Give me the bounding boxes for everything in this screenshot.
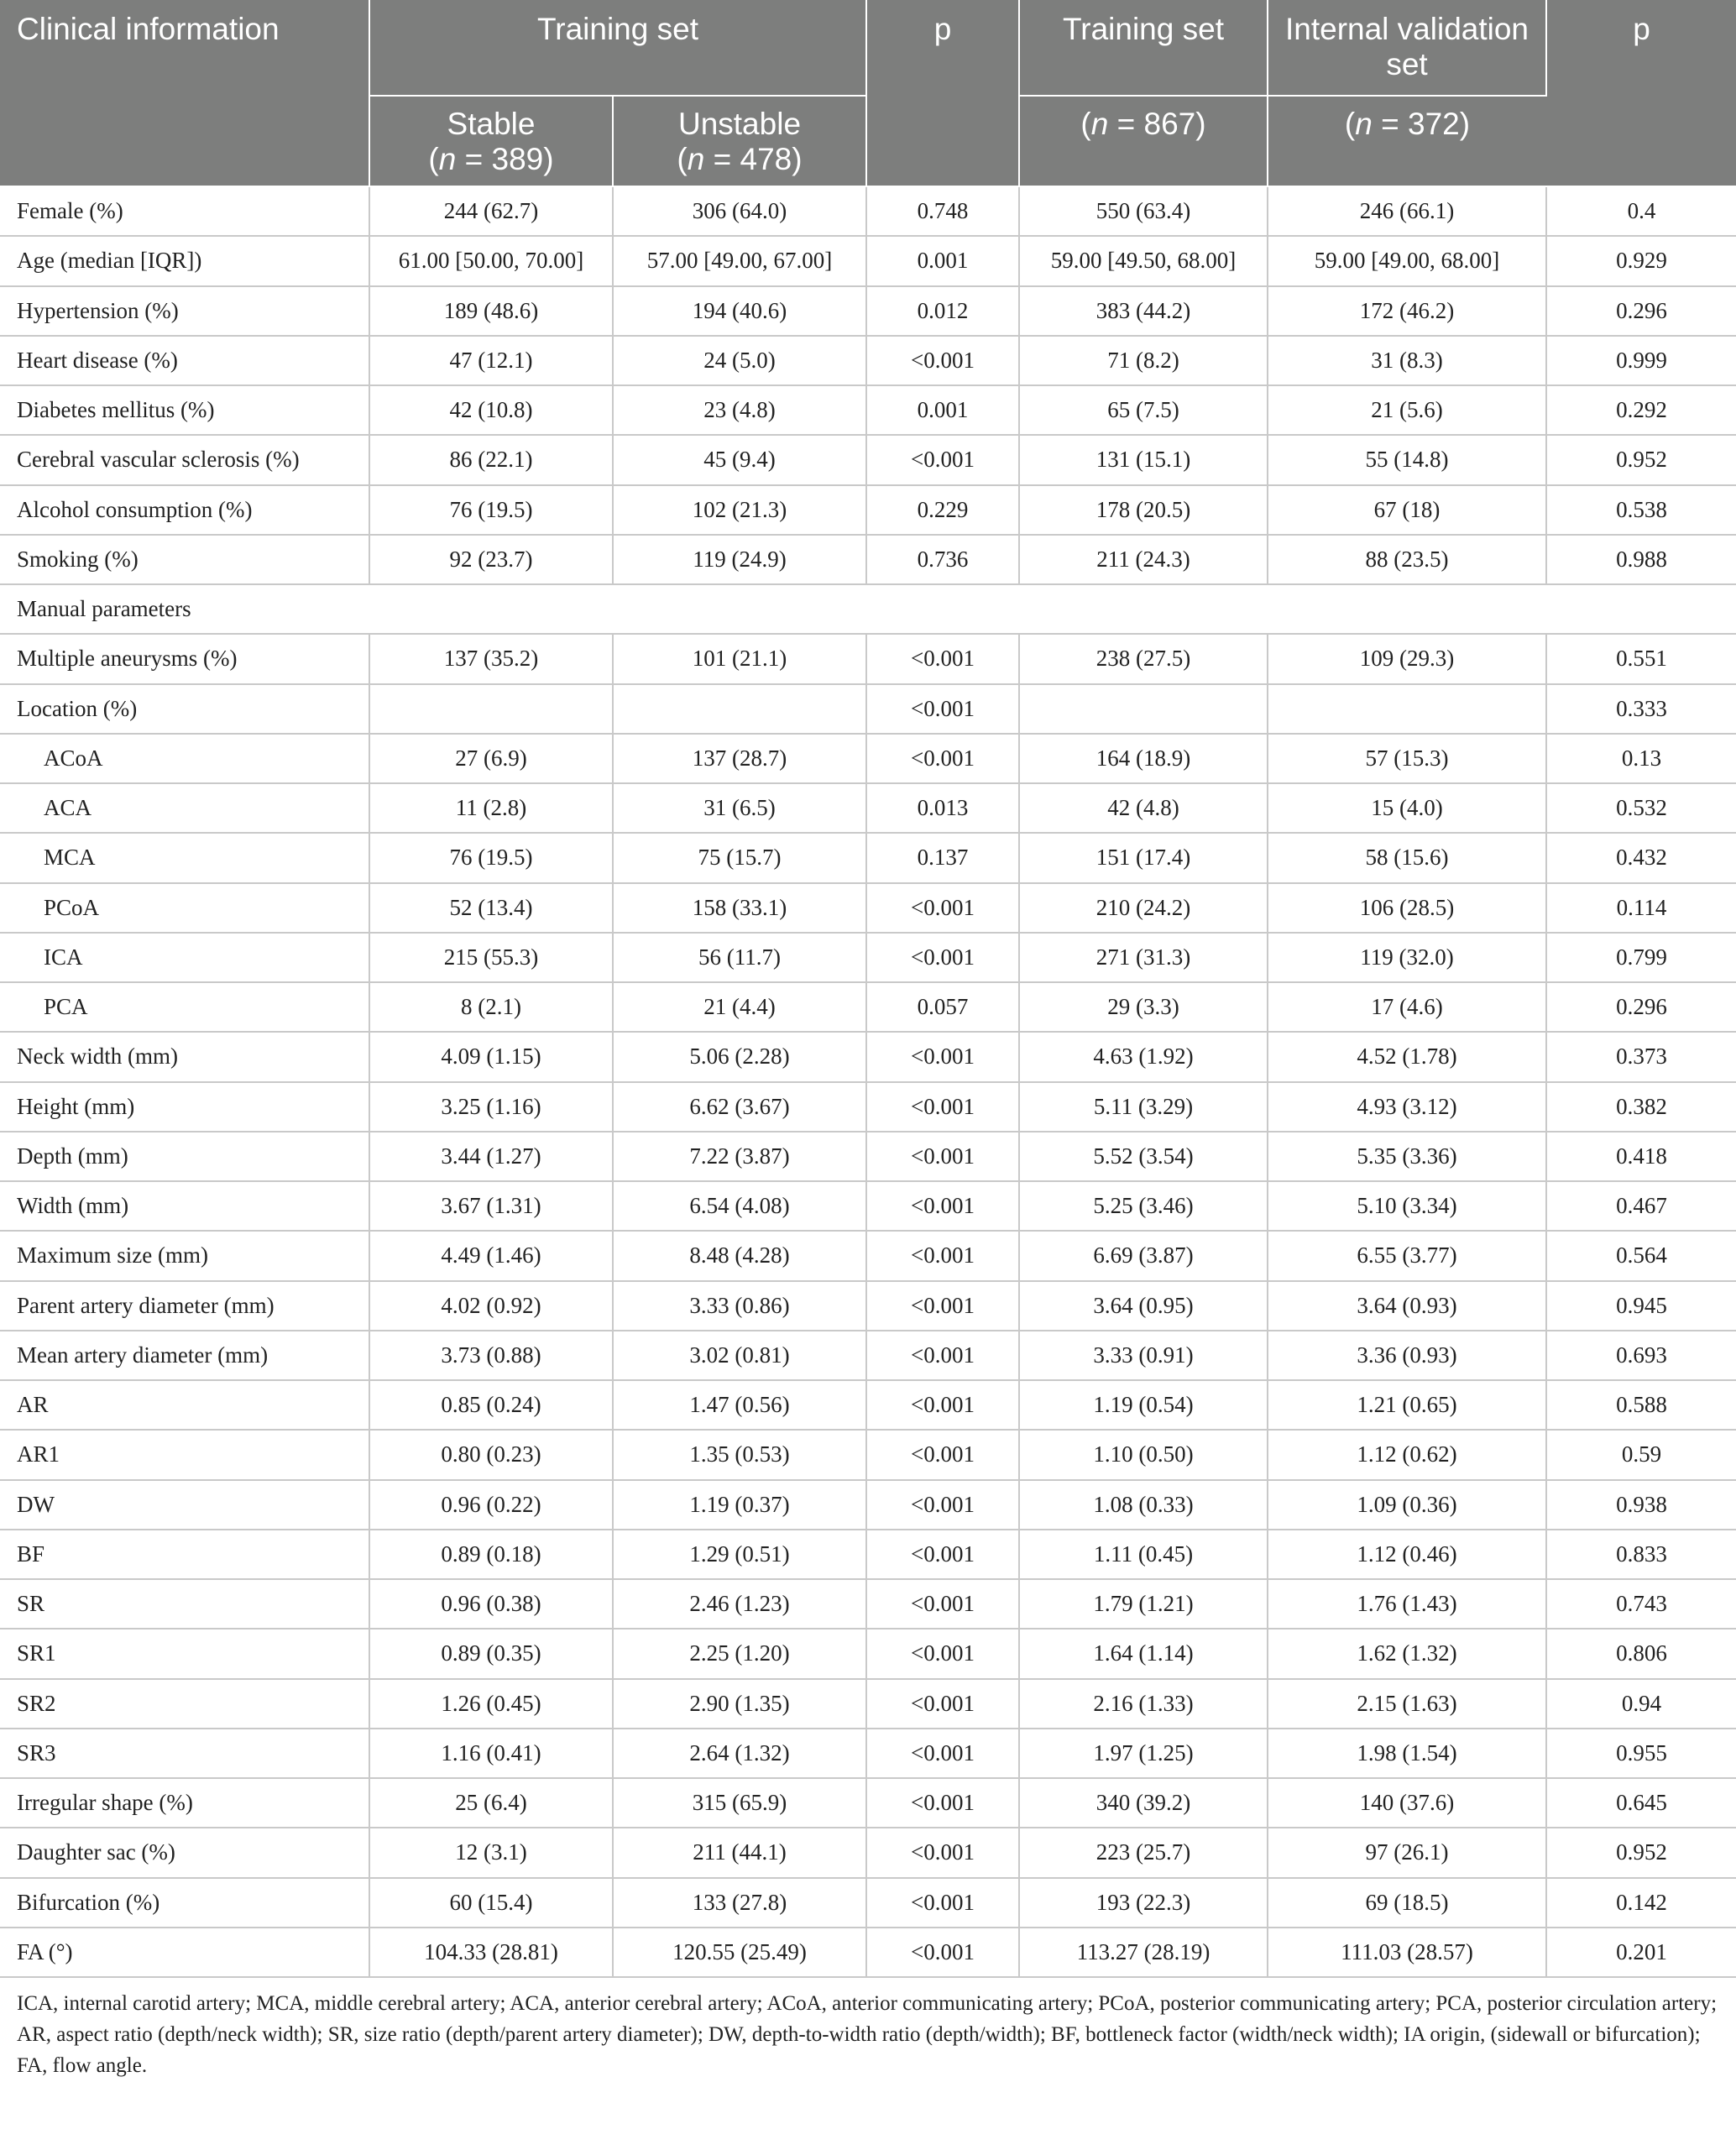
cell-p2: 0.743 [1546,1579,1736,1629]
cell-validation: 69 (18.5) [1268,1878,1546,1928]
cell-unstable: 119 (24.9) [613,535,866,584]
row-label: Neck width (mm) [0,1032,369,1081]
cell-validation: 1.21 (0.65) [1268,1380,1546,1430]
row-label: Location (%) [0,684,369,734]
cell-stable: 0.96 (0.38) [369,1579,613,1629]
cell-validation: 3.36 (0.93) [1268,1331,1546,1380]
cell-stable: 0.89 (0.35) [369,1629,613,1678]
cell-p2: 0.532 [1546,783,1736,833]
cell-p1: <0.001 [866,1181,1019,1231]
cell-unstable: 1.47 (0.56) [613,1380,866,1430]
cell-unstable: 5.06 (2.28) [613,1032,866,1081]
cell-stable: 0.85 (0.24) [369,1380,613,1430]
cell-training: 1.64 (1.14) [1019,1629,1268,1678]
cell-training: 383 (44.2) [1019,286,1268,336]
cell-p2: 0.645 [1546,1778,1736,1828]
row-label: Hypertension (%) [0,286,369,336]
cell-stable: 47 (12.1) [369,336,613,385]
cell-validation: 4.52 (1.78) [1268,1032,1546,1081]
cell-training: 550 (63.4) [1019,186,1268,236]
cell-stable: 1.26 (0.45) [369,1679,613,1729]
row-label: SR2 [0,1679,369,1729]
cell-training: 210 (24.2) [1019,883,1268,933]
cell-unstable: 1.19 (0.37) [613,1480,866,1530]
cell-training: 193 (22.3) [1019,1878,1268,1928]
cell-training: 164 (18.9) [1019,734,1268,783]
cell-stable: 52 (13.4) [369,883,613,933]
row-label: Smoking (%) [0,535,369,584]
cell-training: 211 (24.3) [1019,535,1268,584]
header-internal-validation-set: Internal validation set [1268,0,1546,96]
cell-validation: 21 (5.6) [1268,385,1546,435]
cell-p2: 0.94 [1546,1679,1736,1729]
cell-validation: 97 (26.1) [1268,1828,1546,1877]
cell-stable: 76 (19.5) [369,833,613,882]
cell-unstable [613,684,866,734]
header-training-n: (n = 867) [1019,96,1268,186]
cell-p1: <0.001 [866,435,1019,484]
cell-validation: 111.03 (28.57) [1268,1928,1546,1977]
header-training-set-group: Training set [369,0,866,96]
row-label: PCoA [0,883,369,933]
cell-p2: 0.382 [1546,1082,1736,1132]
cell-training: 5.11 (3.29) [1019,1082,1268,1132]
row-label: SR3 [0,1729,369,1778]
cell-validation: 119 (32.0) [1268,933,1546,982]
row-label: Bifurcation (%) [0,1878,369,1928]
cell-p2: 0.588 [1546,1380,1736,1430]
cell-validation: 5.35 (3.36) [1268,1132,1546,1181]
table-row [0,1530,1736,1579]
cell-unstable: 6.62 (3.67) [613,1082,866,1132]
header-unstable: Unstable (n = 478) [613,96,866,186]
cell-stable [369,684,613,734]
section-label: Manual parameters [0,584,1736,634]
cell-p1: <0.001 [866,1380,1019,1430]
cell-p2: 0.296 [1546,982,1736,1032]
cell-unstable: 56 (11.7) [613,933,866,982]
cell-validation: 1.98 (1.54) [1268,1729,1546,1778]
cell-p2: 0.564 [1546,1231,1736,1280]
cell-unstable: 2.46 (1.23) [613,1579,866,1629]
cell-validation: 31 (8.3) [1268,336,1546,385]
row-label: Multiple aneurysms (%) [0,634,369,683]
cell-p2: 0.833 [1546,1530,1736,1579]
table-row [0,1082,1736,1132]
cell-training [1019,684,1268,734]
cell-training: 131 (15.1) [1019,435,1268,484]
cell-stable: 8 (2.1) [369,982,613,1032]
table-row [0,1828,1736,1877]
cell-p1: <0.001 [866,1231,1019,1280]
row-label: DW [0,1480,369,1530]
cell-unstable: 306 (64.0) [613,186,866,236]
table-row [0,783,1736,833]
table-row [0,1281,1736,1331]
row-label: AR [0,1380,369,1430]
cell-p2: 0.929 [1546,236,1736,285]
cell-stable: 104.33 (28.81) [369,1928,613,1977]
table-row [0,933,1736,982]
table-row [0,336,1736,385]
table-row [0,883,1736,933]
cell-unstable: 2.25 (1.20) [613,1629,866,1678]
header-stable: Stable (n = 389) [369,96,613,186]
cell-stable: 86 (22.1) [369,435,613,484]
cell-training: 3.33 (0.91) [1019,1331,1268,1380]
header-p-value-2: p [1546,0,1736,186]
cell-validation: 1.76 (1.43) [1268,1579,1546,1629]
table-row [0,1231,1736,1280]
cell-p2: 0.538 [1546,485,1736,535]
cell-unstable: 194 (40.6) [613,286,866,336]
cell-p1: <0.001 [866,1082,1019,1132]
cell-training: 3.64 (0.95) [1019,1281,1268,1331]
cell-p2: 0.59 [1546,1430,1736,1479]
row-label: Height (mm) [0,1082,369,1132]
header-training-set: Training set [1019,0,1268,96]
cell-unstable: 2.90 (1.35) [613,1679,866,1729]
row-label: FA (°) [0,1928,369,1977]
cell-training: 238 (27.5) [1019,634,1268,683]
table-row [0,1579,1736,1629]
table-row [0,1729,1736,1778]
table-row [0,1480,1736,1530]
cell-validation: 1.09 (0.36) [1268,1480,1546,1530]
row-label: Maximum size (mm) [0,1231,369,1280]
cell-unstable: 1.35 (0.53) [613,1430,866,1479]
cell-p1: <0.001 [866,1132,1019,1181]
table-row [0,1679,1736,1729]
table-row [0,634,1736,683]
cell-stable: 4.49 (1.46) [369,1231,613,1280]
cell-p1: <0.001 [866,1629,1019,1678]
row-label: Parent artery diameter (mm) [0,1281,369,1331]
cell-p1: <0.001 [866,1679,1019,1729]
cell-p1: <0.001 [866,1579,1019,1629]
row-label: Daughter sac (%) [0,1828,369,1877]
cell-training: 1.97 (1.25) [1019,1729,1268,1778]
cell-stable: 0.96 (0.22) [369,1480,613,1530]
cell-p1: <0.001 [866,1430,1019,1479]
row-label: Age (median [IQR]) [0,236,369,285]
cell-p2: 0.693 [1546,1331,1736,1380]
row-label: Width (mm) [0,1181,369,1231]
table-body [0,186,1736,1977]
cell-validation [1268,684,1546,734]
table-row [0,1181,1736,1231]
table-row [0,1032,1736,1081]
cell-p1: <0.001 [866,883,1019,933]
cell-unstable: 6.54 (4.08) [613,1181,866,1231]
cell-training: 178 (20.5) [1019,485,1268,535]
cell-unstable: 21 (4.4) [613,982,866,1032]
cell-training: 223 (25.7) [1019,1828,1268,1877]
table-row [0,833,1736,882]
cell-p2: 0.296 [1546,286,1736,336]
table-row [0,1629,1736,1678]
cell-stable: 3.67 (1.31) [369,1181,613,1231]
cell-validation: 17 (4.6) [1268,982,1546,1032]
cell-validation: 3.64 (0.93) [1268,1281,1546,1331]
cell-p2: 0.201 [1546,1928,1736,1977]
cell-validation: 55 (14.8) [1268,435,1546,484]
cell-p1: <0.001 [866,1530,1019,1579]
cell-validation: 1.12 (0.62) [1268,1430,1546,1479]
cell-p2: 0.432 [1546,833,1736,882]
cell-validation: 1.12 (0.46) [1268,1530,1546,1579]
cell-p1: <0.001 [866,684,1019,734]
cell-p2: 0.114 [1546,883,1736,933]
cell-p2: 0.945 [1546,1281,1736,1331]
cell-validation: 57 (15.3) [1268,734,1546,783]
row-label: Mean artery diameter (mm) [0,1331,369,1380]
cell-validation: 59.00 [49.00, 68.00] [1268,236,1546,285]
cell-p1: 0.748 [866,186,1019,236]
row-label: Depth (mm) [0,1132,369,1181]
cell-p1: 0.229 [866,485,1019,535]
cell-validation: 109 (29.3) [1268,634,1546,683]
cell-p1: 0.057 [866,982,1019,1032]
cell-p2: 0.938 [1546,1480,1736,1530]
row-label: Alcohol consumption (%) [0,485,369,535]
row-label: ACA [0,783,369,833]
row-label: MCA [0,833,369,882]
table-row [0,1778,1736,1828]
cell-p1: 0.137 [866,833,1019,882]
cell-p2: 0.333 [1546,684,1736,734]
cell-validation: 4.93 (3.12) [1268,1082,1546,1132]
cell-stable: 3.25 (1.16) [369,1082,613,1132]
cell-p1: <0.001 [866,336,1019,385]
cell-training: 71 (8.2) [1019,336,1268,385]
cell-validation: 2.15 (1.63) [1268,1679,1546,1729]
table-row [0,535,1736,584]
cell-p1: <0.001 [866,1828,1019,1877]
cell-p1: <0.001 [866,634,1019,683]
cell-training: 65 (7.5) [1019,385,1268,435]
cell-p2: 0.4 [1546,186,1736,236]
cell-validation: 58 (15.6) [1268,833,1546,882]
cell-stable: 244 (62.7) [369,186,613,236]
table-row [0,1878,1736,1928]
header-validation-n: (n = 372) [1268,96,1546,186]
cell-training: 2.16 (1.33) [1019,1679,1268,1729]
cell-stable: 0.80 (0.23) [369,1430,613,1479]
row-label: ICA [0,933,369,982]
table-row [0,982,1736,1032]
row-label: ACoA [0,734,369,783]
table-row [0,684,1736,734]
row-label: BF [0,1530,369,1579]
cell-validation: 88 (23.5) [1268,535,1546,584]
cell-p1: <0.001 [866,1729,1019,1778]
cell-training: 151 (17.4) [1019,833,1268,882]
cell-stable: 3.73 (0.88) [369,1331,613,1380]
cell-p2: 0.551 [1546,634,1736,683]
cell-p2: 0.373 [1546,1032,1736,1081]
section-row [0,584,1736,634]
cell-unstable: 57.00 [49.00, 67.00] [613,236,866,285]
cell-stable: 11 (2.8) [369,783,613,833]
cell-p1: 0.013 [866,783,1019,833]
cell-p2: 0.799 [1546,933,1736,982]
cell-training: 113.27 (28.19) [1019,1928,1268,1977]
cell-validation: 106 (28.5) [1268,883,1546,933]
cell-p1: <0.001 [866,1480,1019,1530]
cell-unstable: 3.02 (0.81) [613,1331,866,1380]
table-row [0,1132,1736,1181]
cell-training: 1.11 (0.45) [1019,1530,1268,1579]
cell-p2: 0.467 [1546,1181,1736,1231]
cell-training: 1.10 (0.50) [1019,1430,1268,1479]
table-row [0,734,1736,783]
cell-stable: 92 (23.7) [369,535,613,584]
cell-unstable: 45 (9.4) [613,435,866,484]
table-row [0,286,1736,336]
cell-unstable: 3.33 (0.86) [613,1281,866,1331]
cell-p1: 0.012 [866,286,1019,336]
cell-unstable: 133 (27.8) [613,1878,866,1928]
cell-validation: 246 (66.1) [1268,186,1546,236]
cell-unstable: 75 (15.7) [613,833,866,882]
cell-unstable: 211 (44.1) [613,1828,866,1877]
table-row [0,236,1736,285]
row-label: Heart disease (%) [0,336,369,385]
table-row [0,1430,1736,1479]
cell-training: 271 (31.3) [1019,933,1268,982]
row-label: SR1 [0,1629,369,1678]
cell-stable: 42 (10.8) [369,385,613,435]
cell-p2: 0.988 [1546,535,1736,584]
cell-stable: 12 (3.1) [369,1828,613,1877]
header-p-value-1: p [866,0,1019,186]
cell-stable: 215 (55.3) [369,933,613,982]
row-label: Cerebral vascular sclerosis (%) [0,435,369,484]
cell-p2: 0.13 [1546,734,1736,783]
cell-p1: <0.001 [866,1281,1019,1331]
table-row [0,1928,1736,1977]
cell-validation: 15 (4.0) [1268,783,1546,833]
cell-p1: <0.001 [866,1032,1019,1081]
cell-stable: 27 (6.9) [369,734,613,783]
cell-stable: 76 (19.5) [369,485,613,535]
header-clinical-information: Clinical information [0,0,369,186]
table-row [0,385,1736,435]
cell-stable: 4.09 (1.15) [369,1032,613,1081]
cell-training: 1.08 (0.33) [1019,1480,1268,1530]
cell-stable: 61.00 [50.00, 70.00] [369,236,613,285]
cell-unstable: 7.22 (3.87) [613,1132,866,1181]
cell-p1: <0.001 [866,1878,1019,1928]
row-label: SR [0,1579,369,1629]
cell-stable: 137 (35.2) [369,634,613,683]
row-label: Diabetes mellitus (%) [0,385,369,435]
row-label: Female (%) [0,186,369,236]
cell-p1: <0.001 [866,734,1019,783]
cell-p1: <0.001 [866,1778,1019,1828]
cell-stable: 0.89 (0.18) [369,1530,613,1579]
cell-p1: 0.001 [866,385,1019,435]
cell-training: 6.69 (3.87) [1019,1231,1268,1280]
cell-p1: <0.001 [866,1928,1019,1977]
cell-stable: 189 (48.6) [369,286,613,336]
table-row [0,1331,1736,1380]
cell-p1: <0.001 [866,1331,1019,1380]
cell-unstable: 137 (28.7) [613,734,866,783]
cell-validation: 67 (18) [1268,485,1546,535]
cell-p2: 0.999 [1546,336,1736,385]
cell-unstable: 315 (65.9) [613,1778,866,1828]
cell-validation: 5.10 (3.34) [1268,1181,1546,1231]
cell-validation: 140 (37.6) [1268,1778,1546,1828]
cell-training: 340 (39.2) [1019,1778,1268,1828]
cell-unstable: 101 (21.1) [613,634,866,683]
cell-training: 29 (3.3) [1019,982,1268,1032]
cell-unstable: 23 (4.8) [613,385,866,435]
cell-p2: 0.955 [1546,1729,1736,1778]
cell-p2: 0.418 [1546,1132,1736,1181]
cell-stable: 25 (6.4) [369,1778,613,1828]
cell-p1: 0.736 [866,535,1019,584]
cell-validation: 1.62 (1.32) [1268,1629,1546,1678]
cell-training: 5.52 (3.54) [1019,1132,1268,1181]
cell-unstable: 8.48 (4.28) [613,1231,866,1280]
cell-training: 4.63 (1.92) [1019,1032,1268,1081]
cell-stable: 4.02 (0.92) [369,1281,613,1331]
cell-unstable: 1.29 (0.51) [613,1530,866,1579]
cell-training: 1.79 (1.21) [1019,1579,1268,1629]
table-row [0,485,1736,535]
cell-stable: 60 (15.4) [369,1878,613,1928]
table-row [0,186,1736,236]
cell-unstable: 120.55 (25.49) [613,1928,866,1977]
cell-p2: 0.952 [1546,435,1736,484]
cell-stable: 1.16 (0.41) [369,1729,613,1778]
table-row [0,435,1736,484]
cell-p2: 0.952 [1546,1828,1736,1877]
cell-validation: 6.55 (3.77) [1268,1231,1546,1280]
cell-stable: 3.44 (1.27) [369,1132,613,1181]
table-footnote: ICA, internal carotid artery; MCA, middle cerebral artery; ACA, anterior cerebral artery; ACoA, anterior communicating artery; PCoA, posterior communicating artery; PCA, posterior circulation artery; AR, aspect ratio (depth/neck width); SR, size ratio (depth/parent artery diameter); DW, depth-to-width ratio (depth/width); BF, bottleneck factor (width/neck width); IA origin, (sidewall or bifurcation); FA, flow angle. [17,1992,1718,2077]
cell-p2: 0.806 [1546,1629,1736,1678]
cell-training: 59.00 [49.50, 68.00] [1019,236,1268,285]
row-label: Irregular shape (%) [0,1778,369,1828]
cell-p2: 0.292 [1546,385,1736,435]
cell-p1: 0.001 [866,236,1019,285]
cell-unstable: 158 (33.1) [613,883,866,933]
row-label: PCA [0,982,369,1032]
cell-p2: 0.142 [1546,1878,1736,1928]
cell-validation: 172 (46.2) [1268,286,1546,336]
cell-unstable: 2.64 (1.32) [613,1729,866,1778]
row-label: AR1 [0,1430,369,1479]
cell-unstable: 31 (6.5) [613,783,866,833]
cell-unstable: 102 (21.3) [613,485,866,535]
cell-p1: <0.001 [866,933,1019,982]
cell-training: 42 (4.8) [1019,783,1268,833]
cell-training: 1.19 (0.54) [1019,1380,1268,1430]
cell-training: 5.25 (3.46) [1019,1181,1268,1231]
cell-unstable: 24 (5.0) [613,336,866,385]
table-header [0,0,1736,186]
table-row [0,1380,1736,1430]
